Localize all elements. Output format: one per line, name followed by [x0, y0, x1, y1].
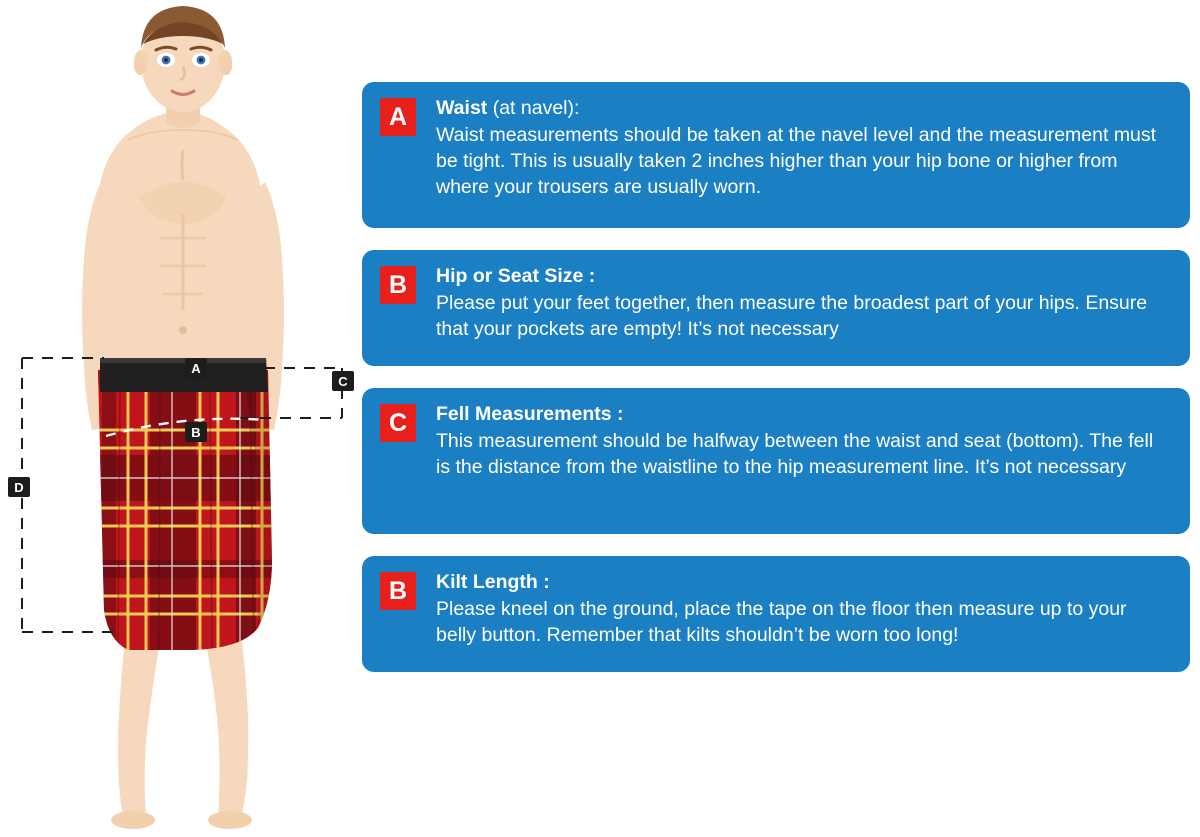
figure-illustration: [0, 0, 360, 832]
male-figure-svg: [0, 0, 360, 832]
card-fell: [362, 388, 1190, 534]
card-kilt-length: [362, 556, 1190, 672]
card-title-kilt-length: Kilt Length :: [436, 571, 550, 593]
card-body-waist: Waist measurements should be taken at the navel level and the measurement must be tight. This is usually taken 2 inches higher than your hip bone or higher from where your trousers are usually worn.: [436, 124, 1157, 199]
marker-c: C: [332, 371, 354, 391]
marker-b: B: [185, 422, 207, 442]
head: [134, 6, 232, 128]
card-title-waist: [436, 96, 1172, 120]
card-title-waist-bold: Waist: [436, 97, 493, 119]
card-body-kilt-length: Please kneel on the ground, place the tape on the floor then measure up to your belly button. Remember that kilts shouldn’t be worn too long!: [436, 598, 1127, 647]
instruction-card-list: [362, 82, 1190, 694]
card-body-fell: This measurement should be halfway between the waist and seat (bottom). The fell is the distance from the waistline to the hip measurement line. It’s not necessary: [436, 430, 1154, 479]
card-title-fell: Fell Measurements :: [436, 403, 624, 425]
card-badge-b: B: [380, 266, 416, 304]
marker-d: D: [8, 477, 30, 497]
card-title-waist-light: (at navel):: [492, 97, 580, 119]
kilt: [90, 356, 290, 660]
card-badge-a: A: [380, 98, 416, 136]
card-badge-b-length: B: [380, 572, 416, 610]
card-hip: [362, 250, 1190, 366]
card-title-hip: Hip or Seat Size :: [436, 265, 596, 287]
marker-a: A: [185, 358, 207, 378]
card-waist: [362, 82, 1190, 228]
card-badge-c: C: [380, 404, 416, 442]
card-body-hip: Please put your feet together, then measure the broadest part of your hips. Ensure that your pockets are empty! It’s not necessary: [436, 292, 1148, 341]
